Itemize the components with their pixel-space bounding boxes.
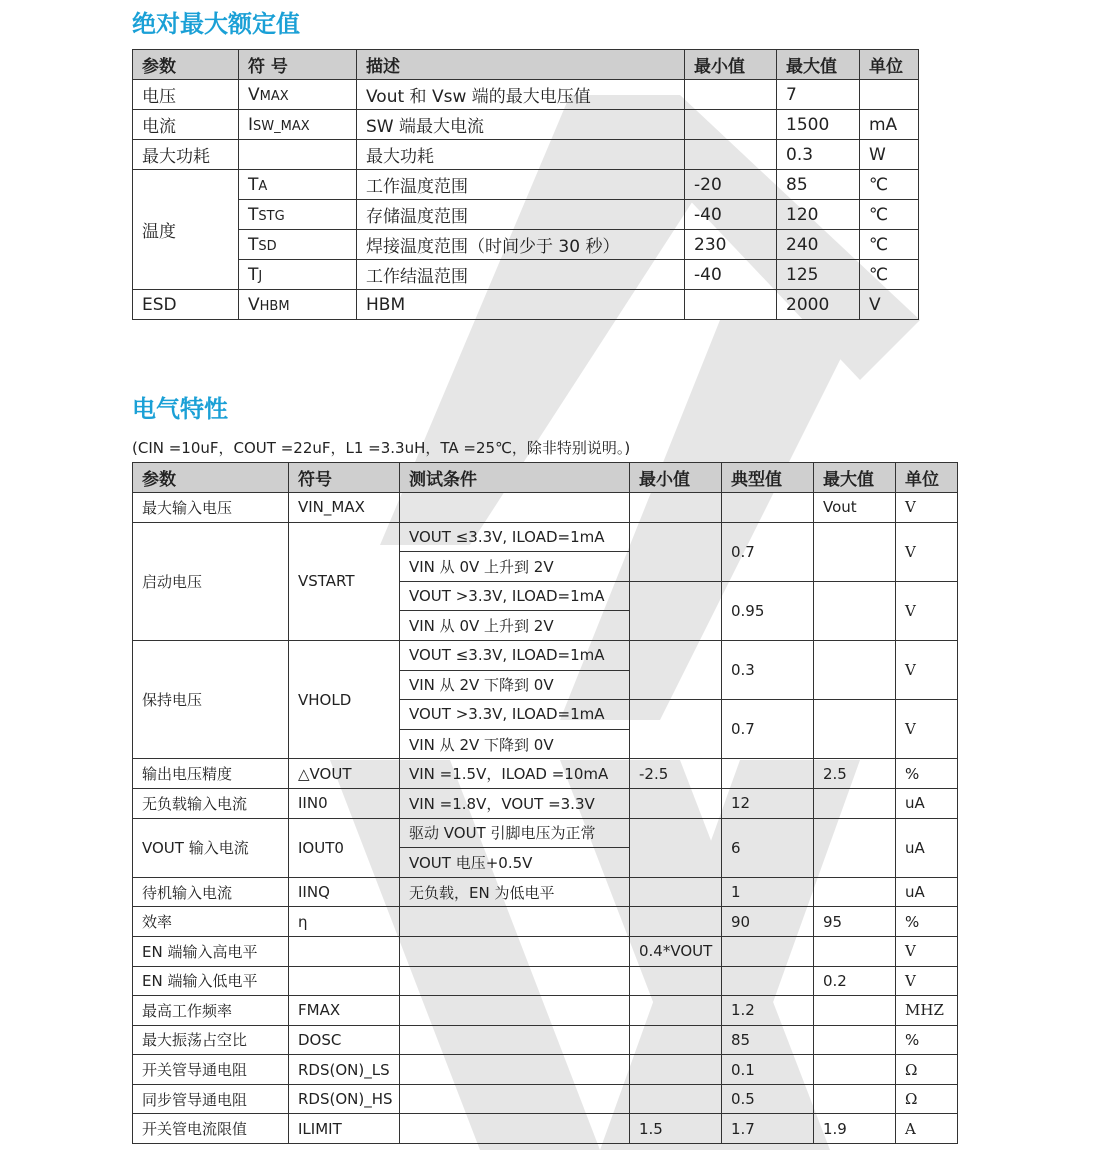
- unit-cell: uA: [896, 788, 958, 818]
- description-cell: HBM: [357, 290, 685, 320]
- param-cell: 效率: [133, 907, 289, 937]
- symbol-main: V: [248, 294, 260, 315]
- typ-cell: [722, 936, 814, 966]
- param-cell: 保持电压: [133, 640, 289, 758]
- symbol-sub: A: [258, 178, 268, 194]
- typ-cell: [722, 493, 814, 523]
- condition-cell: [400, 493, 630, 523]
- description-cell: 存储温度范围: [357, 200, 685, 230]
- unit-cell: V: [896, 581, 958, 640]
- electrical-characteristics-table: [132, 462, 958, 1144]
- symbol-sub: J: [258, 268, 263, 284]
- table-row: [133, 1084, 958, 1114]
- condition-cell: VIN =1.5V，ILOAD =10mA: [400, 759, 630, 789]
- param-cell: 开关管导通电阻: [133, 1055, 289, 1085]
- max-cell: [814, 522, 896, 581]
- min-cell: [630, 1055, 722, 1085]
- unit-cell: V: [896, 936, 958, 966]
- unit-cell: V: [896, 700, 958, 759]
- symbol-cell: [239, 170, 357, 200]
- symbol-cell: ILIMIT: [289, 1114, 400, 1144]
- symbol-main: T: [248, 264, 259, 285]
- symbol-sub: STG: [258, 208, 285, 224]
- param-cell: EN 端输入高电平: [133, 936, 289, 966]
- symbol-cell: VHOLD: [289, 640, 400, 758]
- symbol-main: V: [248, 84, 260, 105]
- header-max: 最大值: [777, 50, 860, 80]
- unit-cell: ℃: [860, 260, 919, 290]
- min-cell: [630, 996, 722, 1026]
- header-unit: 单位: [860, 50, 919, 80]
- header-description: 描述: [357, 50, 685, 80]
- table-row: [133, 877, 958, 907]
- typ-cell: 1.7: [722, 1114, 814, 1144]
- symbol-main: T: [248, 204, 259, 225]
- condition-cell: VOUT >3.3V, ILOAD=1mA: [400, 581, 630, 611]
- min-cell: [630, 700, 722, 759]
- condition-cell: VIN 从 0V 上升到 2V: [400, 611, 630, 641]
- symbol-cell: [289, 966, 400, 996]
- max-cell: 2.5: [814, 759, 896, 789]
- param-cell: 电流: [133, 110, 239, 140]
- typ-cell: 1.2: [722, 996, 814, 1026]
- min-cell: [630, 522, 722, 581]
- table-row: [133, 759, 958, 789]
- typ-cell: 6: [722, 818, 814, 877]
- unit-cell: V: [896, 493, 958, 523]
- max-cell: [814, 1055, 896, 1085]
- condition-cell: VOUT >3.3V, ILOAD=1mA: [400, 700, 630, 730]
- symbol-cell: RDS(ON)_LS: [289, 1055, 400, 1085]
- max-cell: 0.2: [814, 966, 896, 996]
- condition-cell: VIN 从 2V 下降到 0V: [400, 670, 630, 700]
- condition-cell: [400, 1114, 630, 1144]
- unit-cell: V: [896, 966, 958, 996]
- unit-cell: Ω: [896, 1055, 958, 1085]
- typ-cell: 85: [722, 1025, 814, 1055]
- table-row: [133, 996, 958, 1026]
- header-symbol: 符 号: [239, 50, 357, 80]
- symbol-cell: FMAX: [289, 996, 400, 1026]
- condition-cell: VIN =1.8V，VOUT =3.3V: [400, 788, 630, 818]
- min-cell: [685, 80, 777, 110]
- unit-cell: %: [896, 1025, 958, 1055]
- symbol-cell: η: [289, 907, 400, 937]
- description-cell: 工作结温范围: [357, 260, 685, 290]
- table-header-row: [133, 50, 919, 80]
- param-cell: 同步管导通电阻: [133, 1084, 289, 1114]
- table-row: [133, 966, 958, 996]
- max-cell: 0.3: [777, 140, 860, 170]
- table-row: [133, 170, 919, 200]
- min-cell: 1.5: [630, 1114, 722, 1144]
- min-cell: 0.4*VOUT: [630, 936, 722, 966]
- min-cell: [630, 493, 722, 523]
- param-cell: 最大输入电压: [133, 493, 289, 523]
- param-cell: 待机输入电流: [133, 877, 289, 907]
- header-typ: 典型值: [722, 463, 814, 493]
- typ-cell: 0.3: [722, 640, 814, 699]
- unit-cell: Ω: [896, 1084, 958, 1114]
- condition-cell: 驱动 VOUT 引脚电压为正常: [400, 818, 630, 848]
- param-cell: 电压: [133, 80, 239, 110]
- min-cell: 230: [685, 230, 777, 260]
- description-cell: 最大功耗: [357, 140, 685, 170]
- max-cell: [814, 818, 896, 877]
- test-conditions-note: (CIN =10uF，COUT =22uF，L1 =3.3uH，TA =25℃，除非特别说明。): [132, 439, 631, 457]
- max-cell: [814, 581, 896, 640]
- max-cell: 240: [777, 230, 860, 260]
- table-row: [133, 1055, 958, 1085]
- symbol-sub: MAX: [259, 88, 289, 104]
- param-cell: EN 端输入低电平: [133, 966, 289, 996]
- min-cell: [630, 1084, 722, 1114]
- condition-cell: VOUT ≤3.3V, ILOAD=1mA: [400, 640, 630, 670]
- symbol-cell: [239, 230, 357, 260]
- symbol-main: T: [248, 174, 259, 195]
- table-row: [133, 640, 958, 670]
- min-cell: [630, 788, 722, 818]
- unit-cell: uA: [896, 818, 958, 877]
- section-title-absolute-max: 绝对最大额定值: [132, 10, 300, 38]
- typ-cell: 90: [722, 907, 814, 937]
- max-cell: 2000: [777, 290, 860, 320]
- typ-cell: [722, 759, 814, 789]
- table-row: [133, 1025, 958, 1055]
- unit-cell: [860, 80, 919, 110]
- header-max: 最大值: [814, 463, 896, 493]
- table-row: [133, 936, 958, 966]
- absolute-max-table: [132, 49, 919, 320]
- table-row: [133, 80, 919, 110]
- table-row: [133, 290, 919, 320]
- unit-cell: V: [896, 522, 958, 581]
- condition-cell: [400, 1025, 630, 1055]
- table-row: [133, 818, 958, 848]
- header-min: 最小值: [685, 50, 777, 80]
- max-cell: [814, 936, 896, 966]
- unit-cell: ℃: [860, 230, 919, 260]
- table-row: [133, 522, 958, 552]
- condition-cell: VOUT 电压+0.5V: [400, 848, 630, 878]
- typ-cell: 12: [722, 788, 814, 818]
- symbol-cell: IOUT0: [289, 818, 400, 877]
- min-cell: [685, 290, 777, 320]
- typ-cell: 0.95: [722, 581, 814, 640]
- description-cell: 焊接温度范围（时间少于 30 秒）: [357, 230, 685, 260]
- param-cell: 最大功耗: [133, 140, 239, 170]
- symbol-cell: [239, 260, 357, 290]
- symbol-cell: [289, 936, 400, 966]
- symbol-cell: [239, 200, 357, 230]
- table-row: [133, 200, 919, 230]
- description-cell: 工作温度范围: [357, 170, 685, 200]
- unit-cell: %: [896, 759, 958, 789]
- min-cell: -40: [685, 200, 777, 230]
- header-unit: 单位: [896, 463, 958, 493]
- condition-cell: VIN 从 2V 下降到 0V: [400, 729, 630, 759]
- unit-cell: mA: [860, 110, 919, 140]
- table-row: [133, 493, 958, 523]
- min-cell: [685, 110, 777, 140]
- unit-cell: ℃: [860, 170, 919, 200]
- max-cell: [814, 1084, 896, 1114]
- unit-cell: ℃: [860, 200, 919, 230]
- symbol-cell: VIN_MAX: [289, 493, 400, 523]
- symbol-sub: SD: [258, 238, 277, 254]
- header-symbol: 符号: [289, 463, 400, 493]
- typ-cell: 0.7: [722, 522, 814, 581]
- header-param: 参数: [133, 463, 289, 493]
- table-header-row: [133, 463, 958, 493]
- header-min: 最小值: [630, 463, 722, 493]
- max-cell: [814, 877, 896, 907]
- symbol-cell: IIN0: [289, 788, 400, 818]
- section-title-electrical: 电气特性: [132, 395, 228, 423]
- table-row: [133, 788, 958, 818]
- unit-cell: W: [860, 140, 919, 170]
- unit-cell: uA: [896, 877, 958, 907]
- max-cell: 95: [814, 907, 896, 937]
- condition-cell: [400, 907, 630, 937]
- condition-cell: [400, 996, 630, 1026]
- condition-cell: [400, 936, 630, 966]
- max-cell: [814, 996, 896, 1026]
- max-cell: 85: [777, 170, 860, 200]
- symbol-cell: [239, 110, 357, 140]
- symbol-cell: RDS(ON)_HS: [289, 1084, 400, 1114]
- max-cell: [814, 788, 896, 818]
- max-cell: [814, 640, 896, 699]
- min-cell: [630, 877, 722, 907]
- param-cell: 输出电压精度: [133, 759, 289, 789]
- param-cell: 开关管电流限值: [133, 1114, 289, 1144]
- symbol-cell: [239, 80, 357, 110]
- max-cell: [814, 700, 896, 759]
- typ-cell: [722, 966, 814, 996]
- max-cell: 120: [777, 200, 860, 230]
- param-cell: VOUT 输入电流: [133, 818, 289, 877]
- max-cell: 1500: [777, 110, 860, 140]
- typ-cell: 0.5: [722, 1084, 814, 1114]
- min-cell: [630, 818, 722, 877]
- description-cell: SW 端最大电流: [357, 110, 685, 140]
- param-cell: 无负载输入电流: [133, 788, 289, 818]
- max-cell: Vout: [814, 493, 896, 523]
- typ-cell: 0.1: [722, 1055, 814, 1085]
- symbol-cell: [239, 290, 357, 320]
- min-cell: [630, 581, 722, 640]
- typ-cell: 1: [722, 877, 814, 907]
- param-cell: 启动电压: [133, 522, 289, 640]
- condition-cell: VOUT ≤3.3V, ILOAD=1mA: [400, 522, 630, 552]
- condition-cell: [400, 1055, 630, 1085]
- symbol-cell: VSTART: [289, 522, 400, 640]
- max-cell: [814, 1025, 896, 1055]
- unit-cell: A: [896, 1114, 958, 1144]
- param-cell: ESD: [133, 290, 239, 320]
- condition-cell: [400, 966, 630, 996]
- symbol-cell: △VOUT: [289, 759, 400, 789]
- symbol-cell: [239, 140, 357, 170]
- unit-cell: %: [896, 907, 958, 937]
- condition-cell: 无负载，EN 为低电平: [400, 877, 630, 907]
- param-cell: 温度: [133, 170, 239, 290]
- symbol-cell: DOSC: [289, 1025, 400, 1055]
- param-cell: 最高工作频率: [133, 996, 289, 1026]
- max-cell: 125: [777, 260, 860, 290]
- table-row: [133, 907, 958, 937]
- condition-cell: [400, 1084, 630, 1114]
- min-cell: [630, 966, 722, 996]
- unit-cell: MHZ: [896, 996, 958, 1026]
- table-row: [133, 110, 919, 140]
- condition-cell: VIN 从 0V 上升到 2V: [400, 552, 630, 582]
- table-row: [133, 140, 919, 170]
- symbol-sub: SW_MAX: [253, 118, 310, 134]
- typ-cell: 0.7: [722, 700, 814, 759]
- unit-cell: V: [860, 290, 919, 320]
- param-cell: 最大振荡占空比: [133, 1025, 289, 1055]
- symbol-main: I: [248, 114, 254, 135]
- symbol-sub: HBM: [259, 298, 290, 314]
- min-cell: [630, 907, 722, 937]
- min-cell: -40: [685, 260, 777, 290]
- symbol-main: T: [248, 234, 259, 255]
- description-cell: Vout 和 Vsw 端的最大电压值: [357, 80, 685, 110]
- max-cell: 7: [777, 80, 860, 110]
- header-test-condition: 测试条件: [400, 463, 630, 493]
- table-row: [133, 1114, 958, 1144]
- symbol-cell: IINQ: [289, 877, 400, 907]
- unit-cell: V: [896, 640, 958, 699]
- max-cell: 1.9: [814, 1114, 896, 1144]
- min-cell: -20: [685, 170, 777, 200]
- header-param: 参数: [133, 50, 239, 80]
- min-cell: [630, 1025, 722, 1055]
- min-cell: -2.5: [630, 759, 722, 789]
- min-cell: [685, 140, 777, 170]
- min-cell: [630, 640, 722, 699]
- table-row: [133, 260, 919, 290]
- table-row: [133, 230, 919, 260]
